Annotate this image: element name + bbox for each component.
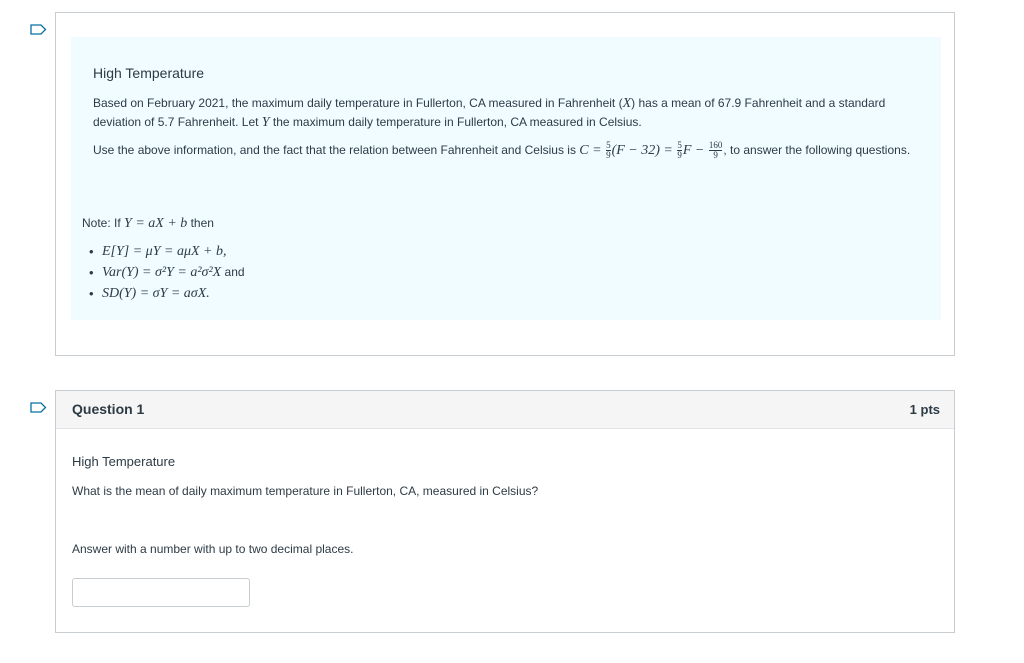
question-instruction: Answer with a number with up to two decimal places.	[72, 542, 354, 556]
formula-expectation: E[Y] = μY = aμX + b,	[102, 244, 227, 259]
eq-part-a: C =	[579, 143, 606, 158]
para2-text-2: , to answer the following questions.	[723, 143, 911, 157]
question-title: High Temperature	[72, 454, 176, 469]
answer-input[interactable]	[72, 578, 250, 607]
question-header	[56, 391, 954, 429]
info-box	[71, 37, 941, 320]
fraction-2	[677, 141, 682, 160]
formula-variance: Var(Y) = σ²Y = a²σ²X	[102, 265, 222, 280]
intro-card	[55, 12, 955, 356]
formula-suffix: and	[221, 265, 245, 279]
note-suffix: then	[187, 216, 214, 230]
list-item	[89, 262, 245, 283]
fraction-3	[709, 141, 723, 160]
intro-paragraph-1	[93, 94, 933, 132]
eq-part-c: F −	[682, 143, 708, 158]
para2-text-1: Use the above information, and the fact that the relation between Fahrenheit and Celsius is	[93, 143, 580, 157]
intro-title: High Temperature	[93, 65, 205, 81]
formula-list	[89, 241, 245, 304]
fraction-1-den: 9	[606, 150, 611, 161]
para1-text-3: the maximum daily temperature in Fullerton, CA measured in Celsius.	[269, 115, 642, 129]
question-name: Question 1	[72, 401, 145, 417]
intro-paragraph-2	[93, 141, 933, 160]
para1-text-1: Based on February 2021, the maximum daily temperature in Fullerton, CA measured in Fahrenheit (	[93, 96, 623, 110]
fraction-1	[606, 141, 611, 160]
fraction-1-num: 5	[606, 140, 611, 151]
question-card	[55, 390, 955, 633]
fraction-2-den: 9	[677, 150, 682, 161]
note-prefix: Note: If	[82, 216, 125, 230]
var-y: Y	[261, 115, 270, 130]
flag-question-icon[interactable]	[30, 24, 47, 35]
fraction-3-num: 160	[708, 140, 723, 151]
fraction-2-num: 5	[677, 140, 682, 151]
question-points: 1 pts	[909, 402, 940, 417]
eq-part-b: (F − 32) =	[611, 143, 677, 158]
flag-question-icon[interactable]	[30, 402, 47, 413]
formula-sd: SD(Y) = σY = aσX.	[102, 286, 210, 301]
para1-text-2: ) has a mean of 67.9 Fahrenheit and a standard deviation of 5.7 Fahrenheit. Let	[93, 96, 886, 129]
note-formula: Y = aX + b	[124, 216, 188, 231]
var-x: X	[622, 96, 632, 111]
list-item	[89, 241, 245, 262]
note-line	[82, 216, 214, 232]
fraction-3-den: 9	[709, 150, 723, 160]
question-text: What is the mean of daily maximum temperature in Fullerton, CA, measured in Celsius?	[72, 484, 539, 498]
list-item	[89, 283, 245, 304]
